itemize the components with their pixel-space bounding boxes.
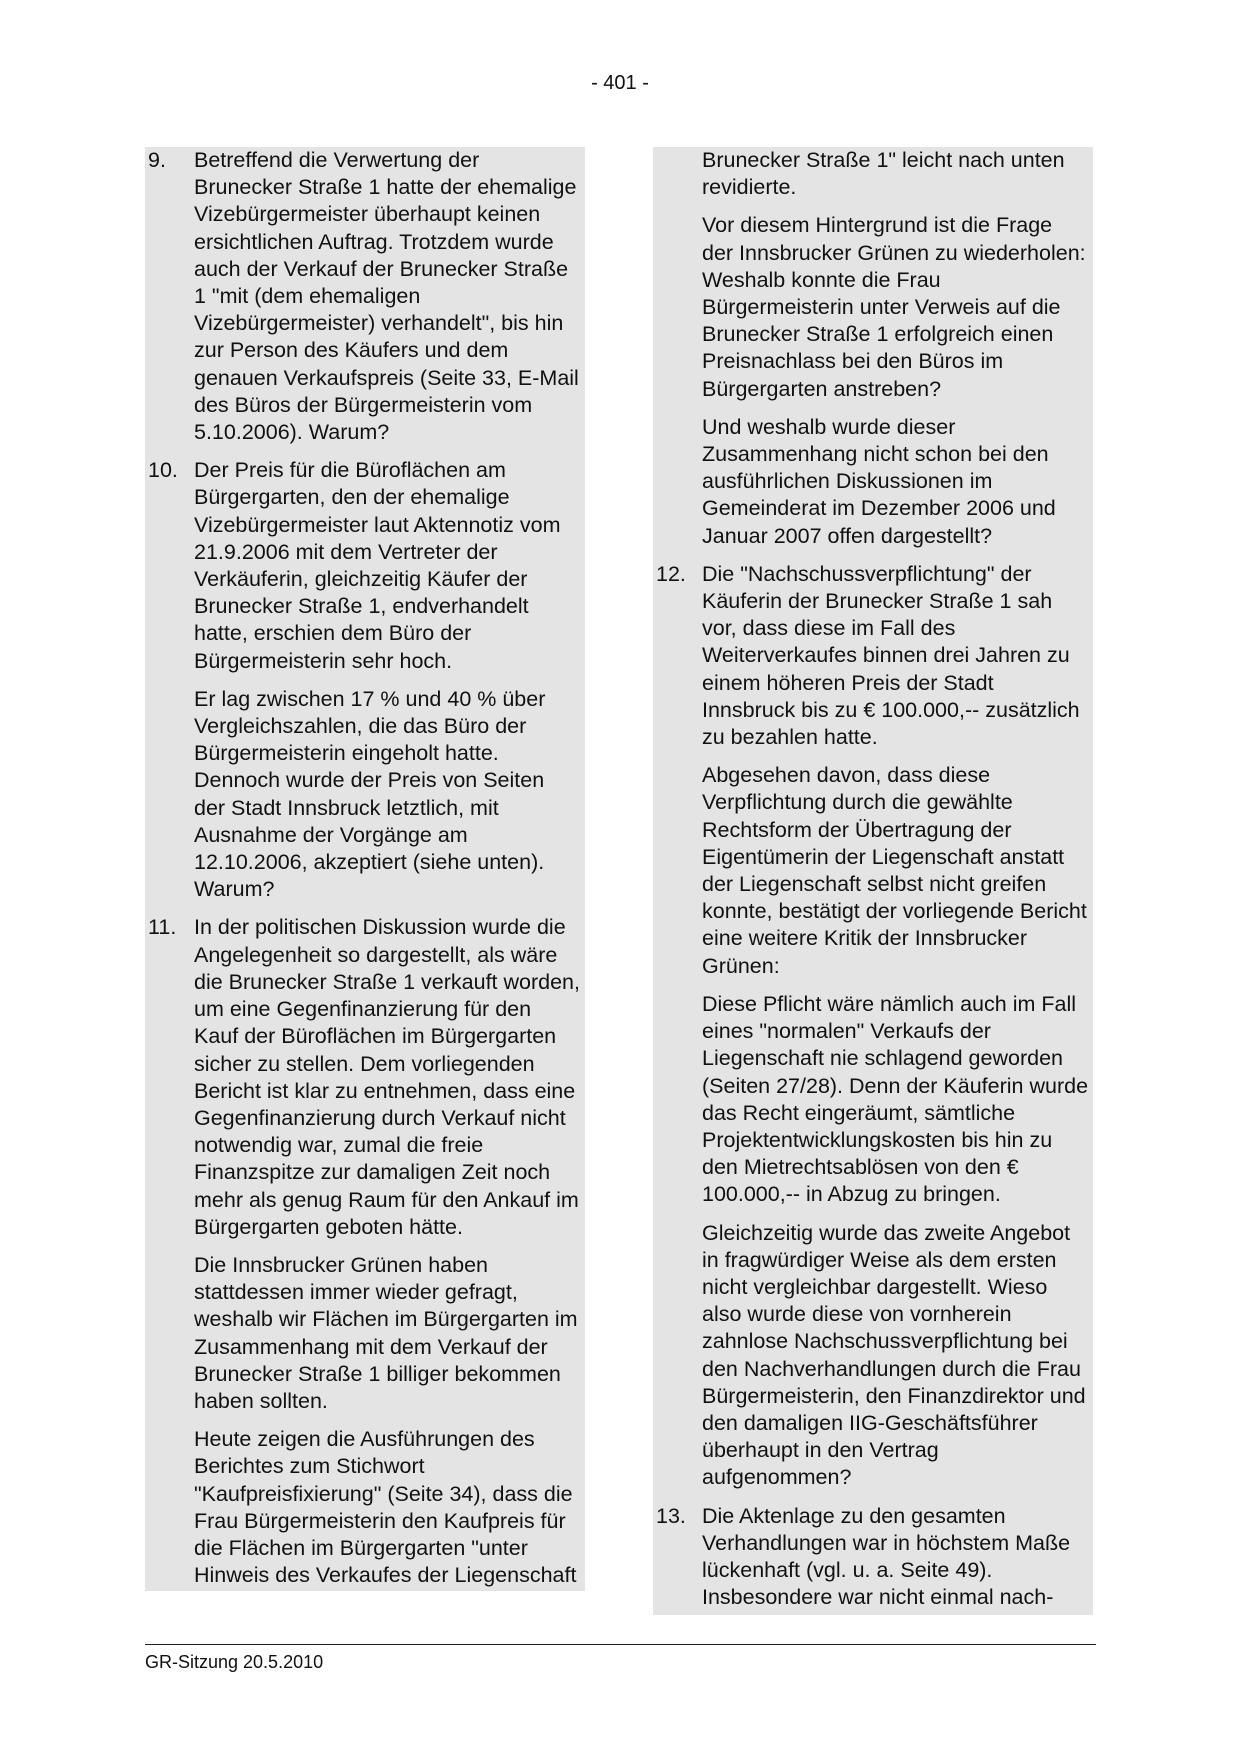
paragraph: Der Preis für die Büroflächen am Bürgergarten, den der ehemalige Vizebürgermeister laut Aktennotiz vom 21.9.2006 mit dem Vertreter der Verkäuferin, gleichzeitig Käufer der Brunecker Straße 1, endverhandelt hatte, erschien dem Büro der Bürgermeisterin sehr hoch. xyxy=(194,458,561,673)
item-number: 9. xyxy=(148,148,166,172)
right-column xyxy=(653,147,1093,1615)
paragraph: Betreffend die Verwertung der Brunecker Straße 1 hatte der ehemalige Vizebürgermeister überhaupt keinen ersichtlichen Auftrag. Trotzdem wurde auch der Verkauf der Brunecker Straße 1 "mit (dem ehemaligen Vizebürgermeister) verhandelt", bis hin zur Person des Käufers und dem genauen Verkaufspreis (Seite 33, E-Mail des Büros der Bürgermeisterin vom 5.10.2006). Warum? xyxy=(194,148,579,445)
paragraph: Brunecker Straße 1" leicht nach unten revidierte. xyxy=(702,148,1065,200)
paragraph: Abgesehen davon, dass diese Verpflichtung durch die gewählte Rechtsform der Übertragung der Eigentümerin der Liegenschaft anstatt der Liegenschaft selbst nicht greifen konnte, bestätigt der vorliegende Bericht eine weitere Kritik der Innsbrucker Grünen: xyxy=(702,763,1087,978)
footer-divider xyxy=(145,1644,1096,1645)
item-number: 11. xyxy=(148,915,177,940)
list-item-10 xyxy=(145,457,585,903)
continued-item-11 xyxy=(653,147,1093,550)
item-number: 12. xyxy=(656,561,686,586)
list-item-11 xyxy=(145,914,585,1589)
list-item-9 xyxy=(145,147,585,446)
footer-text: GR-Sitzung 20.5.2010 xyxy=(145,1652,324,1672)
paragraph: Gleichzeitig wurde das zweite Angebot in fragwürdiger Weise als dem ersten nicht vergleichbar dargestellt. Wieso also wurde diese von vornherein zahnlose Nachschussverpflichtung bei den Nachverhandlungen durch die Frau Bürgermeisterin, den Finanzdirektor und den damaligen IIG-Geschäftsführer überhaupt in den Vertrag aufgenommen? xyxy=(702,1220,1086,1490)
list-item-13 xyxy=(653,1503,1093,1612)
paragraph: Die Aktenlage zu den gesamten Verhandlungen war in höchstem Maße lückenhaft (vgl. u. a. Seite 49). Insbesondere war nicht einmal nach- xyxy=(702,1503,1071,1610)
item-number: 13. xyxy=(656,1503,686,1528)
paragraph: Heute zeigen die Ausführungen des Berichtes zum Stichwort "Kaufpreisfixierung" (Seite 34), dass die Frau Bürgermeisterin den Kaufpreis für die Flächen im Bürgergarten "unter Hinweis des Verkaufes der Liegenschaft xyxy=(194,1427,577,1588)
paragraph: Und weshalb wurde dieser Zusammenhang nicht schon bei den ausführlichen Diskussionen im Gemeinderat im Dezember 2006 und Januar 2007 offen dargestellt? xyxy=(702,414,1056,548)
paragraph: Diese Pflicht wäre nämlich auch im Fall eines "normalen" Verkaufs der Liegenschaft nie schlagend geworden (Seiten 27/28). Denn der Käuferin wurde das Recht eingeräumt, sämtliche Projektentwicklungskosten bis hin zu den Mietrechtsablösen von den € 100.000,-- in Abzug zu bringen. xyxy=(702,991,1089,1207)
paragraph: Die Innsbrucker Grünen haben stattdessen immer wieder gefragt, weshalb wir Flächen im Bürgergarten im Zusammenhang mit dem Verkauf der Brunecker Straße 1 billiger bekommen haben sollten. xyxy=(194,1252,578,1413)
list-item-12 xyxy=(653,561,1093,1492)
paragraph: In der politischen Diskussion wurde die Angelegenheit so dargestellt, als wäre die Brunecker Straße 1 verkauft worden, um eine Gegenfinanzierung für den Kauf der Büroflächen im Bürgergarten sicher zu stellen. Dem vorliegenden Bericht ist klar zu entnehmen, dass eine Gegenfinanzierung durch Verkauf nicht notwendig war, zumal die freie Finanzspitze zur damaligen Zeit noch mehr als genug Raum für den Ankauf im Bürgergarten geboten hätte. xyxy=(194,915,580,1239)
item-number: 10. xyxy=(148,458,178,483)
paragraph: Die "Nachschussverpflichtung" der Käuferin der Brunecker Straße 1 sah vor, dass diese im Fall des Weiterverkaufes binnen drei Jahren zu einem höheren Preis der Stadt Innsbruck bis zu € 100.000,-- zusätzlich zu bezahlen hatte. xyxy=(702,561,1080,750)
paragraph: Er lag zwischen 17 % und 40 % über Vergleichszahlen, die das Büro der Bürgermeisterin eingeholt hatte. Dennoch wurde der Preis von Seiten der Stadt Innsbruck letztlich, mit Ausnahme der Vorgänge am 12.10.2006, akzeptiert (siehe unten). Warum? xyxy=(194,686,546,902)
paragraph: Vor diesem Hintergrund ist die Frage der Innsbrucker Grünen zu wiederholen: Weshalb konnte die Frau Bürgermeisterin unter Verweis auf die Brunecker Straße 1 erfolgreich einen Preisnachlass bei den Büros im Bürgergarten anstreben? xyxy=(702,213,1086,401)
left-column xyxy=(145,147,585,1591)
page-number: - 401 - xyxy=(591,72,649,94)
